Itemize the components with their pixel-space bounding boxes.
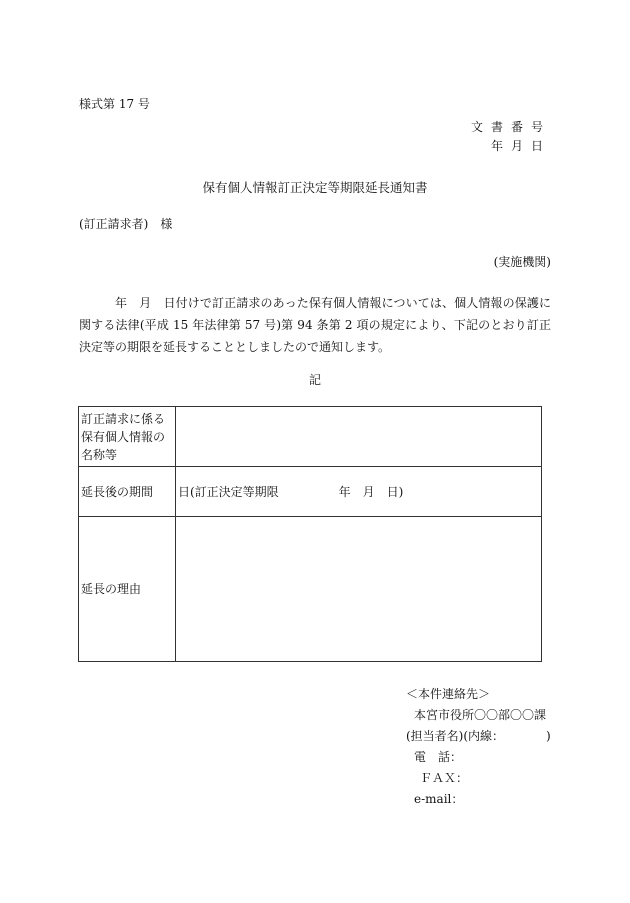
table-row bbox=[79, 467, 542, 517]
row-value-info-name bbox=[176, 407, 542, 467]
row-value-reason bbox=[176, 517, 542, 662]
contact-fax: ＦＡＸ： bbox=[420, 771, 469, 785]
document-title: 保有個人情報訂正決定等期限延長通知書 bbox=[202, 180, 428, 195]
implementing-agency: (実施機関) bbox=[493, 255, 551, 269]
contact-heading: ＜本件連絡先＞ bbox=[406, 687, 491, 701]
notice-body: 年 月 日付けで訂正請求のあった保有個人情報については、個人情報の保護に関する法律(平成 15 年法律第 57 号)第 94 条第 2 項の規定により、下記のとおり訂正決定等の期限を延長することとしましたので通知します。 bbox=[79, 296, 551, 354]
document-number-label: 文書番号 bbox=[470, 120, 551, 134]
contact-office: 本宮市役所〇〇部〇〇課 bbox=[414, 708, 547, 722]
contact-email: e-mail： bbox=[414, 792, 464, 806]
ki-heading: 記 bbox=[308, 373, 321, 387]
row-label-info-name: 訂正請求に係る保有個人情報の名称等 bbox=[79, 407, 176, 467]
document-date-label: 年月日 bbox=[490, 139, 551, 153]
addressee: (訂正請求者) 様 bbox=[79, 217, 173, 231]
row-value-extended-period: 日(訂正決定等期限 年 月 日) bbox=[176, 467, 542, 517]
table-row bbox=[79, 407, 542, 467]
form-number: 様式第 17 号 bbox=[79, 97, 150, 111]
row-label-extended-period: 延長後の期間 bbox=[79, 467, 176, 517]
contact-block bbox=[406, 684, 551, 810]
table-row bbox=[79, 517, 542, 662]
info-table bbox=[78, 406, 542, 662]
contact-person: (担当者名)(内線： ) bbox=[406, 729, 551, 743]
row-label-reason: 延長の理由 bbox=[79, 517, 176, 662]
contact-phone: 電 話： bbox=[414, 750, 463, 764]
